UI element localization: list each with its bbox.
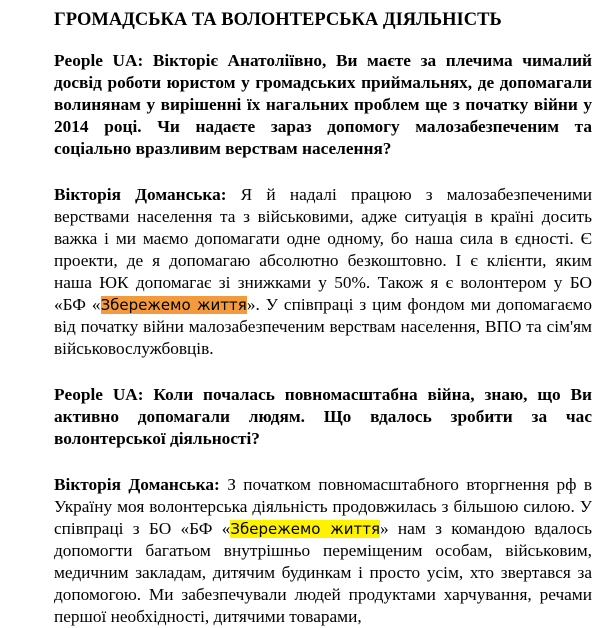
document-page <box>54 0 592 628</box>
answer-paragraph <box>54 184 592 360</box>
question-paragraph: People UA: Вікторіє Анатоліївно, Ви маєте за плечима чималий досвід роботи юристом у громадських приймальнях, де допомагали волинянам у вирішенні їх нагальних проблем ще з початку війни у 2014 році. Чи надаєте зараз допомогу малозабезпеченим та соціально вразливим верствам населення? <box>54 51 592 158</box>
answer-paragraph <box>54 474 592 628</box>
highlighted-fund-name: Збережемо життя <box>230 520 380 538</box>
highlighted-fund-name: Збережемо життя <box>100 296 247 314</box>
answer-text: » нам з командою вдалось допомогти багатьом внутрішньо переміщеним особам, військовим, медичним закладам, дитячим будинкам і просто усім, хто звертався за допомогою. Ми забезпечували людей продуктами харчування, речами першої необхідності, дитячими товарами, <box>54 519 592 626</box>
answer-text: Я й надалі працюю з малозабезпеченими верствами населення та з військовими, адже ситуація в країні досить важка і ми маємо допомагати одне одному, бо наша сила в єдності. Є проекти, де я допомагаю абсолютно безкоштовно. І є клієнти, яким наша ЮК допомагає зі знижками у 50%. Також я є волонтером у БО «БФ « <box>54 185 593 314</box>
speaker-name: Вікторія Доманська: <box>54 475 220 494</box>
question-paragraph: People UA: Коли почалась повномасштабна війна, знаю, що Ви активно допомагали людям. Що вдалось зробити за час волонтерської діяльності? <box>54 385 592 448</box>
section-heading: ГРОМАДСЬКА ТА ВОЛОНТЕРСЬКА ДІЯЛЬНІСТЬ <box>54 10 502 30</box>
answer-text: З початком повномасштабного вторгнення рф в Україну моя волонтерська діяльність продовжилась з більшою силою. У співпраці з БО «БФ « <box>54 475 592 538</box>
speaker-name: Вікторія Доманська: <box>54 185 227 204</box>
answer-text: ». У співпраці з цим фондом ми допомагаємо від початку війни малозабезпеченим верствам населення, ВПО та сім'ям військовослужбовців. <box>54 295 592 358</box>
